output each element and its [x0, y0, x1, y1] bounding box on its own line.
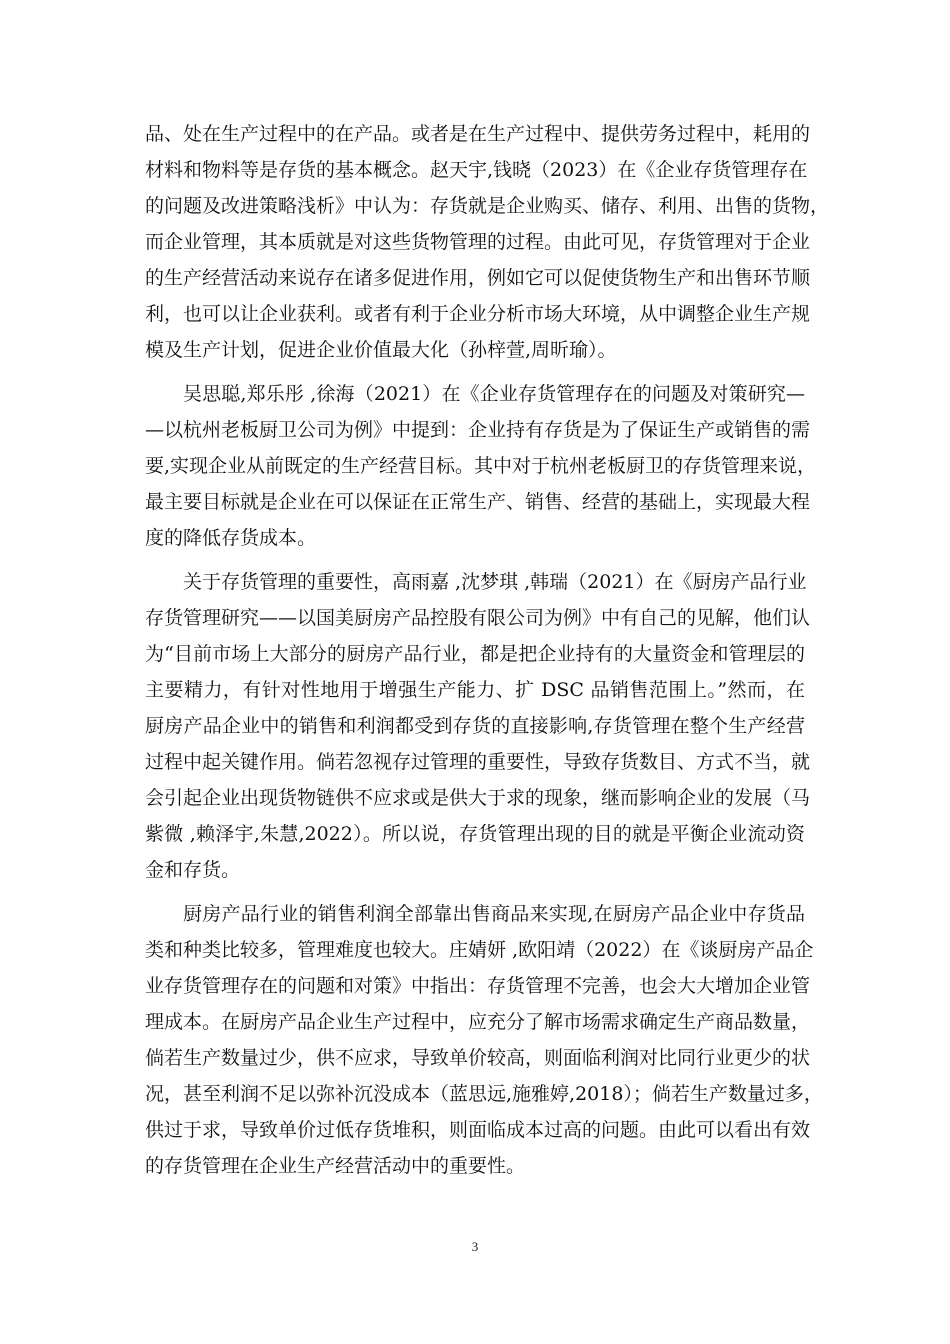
- text-line-content: 材料和物料等是存货的基本概念。赵天宇,钱晓（2023）在《企业存货管理存在: [145, 159, 808, 181]
- text-line: [0, 448, 950, 484]
- text-line: [0, 636, 950, 672]
- text-line: [0, 376, 950, 412]
- text-line: [0, 296, 950, 332]
- text-line-content: 过程中起关键作用。倘若忽视存过管理的重要性，导致存货数目、方式不当，就: [145, 751, 811, 773]
- text-line: [0, 1148, 950, 1184]
- text-line-content: 为“目前市场上大部分的厨房产品行业，都是把企业持有的大量资金和管理层的: [145, 643, 805, 665]
- text-line: [0, 1004, 950, 1040]
- text-line-content: 紫微 ,赖泽宇,朱慧,2022）。所以说，存货管理出现的目的就是平衡企业流动资: [145, 823, 805, 845]
- text-line-content: 要,实现企业从前既定的生产经营目标。其中对于杭州老板厨卫的存货管理来说，: [145, 455, 817, 477]
- text-line-content: 度的降低存货成本。: [145, 527, 317, 549]
- text-line-content: 模及生产计划，促进企业价值最大化（孙梓萱,周昕瑜）。: [145, 339, 617, 361]
- text-line: [0, 1112, 950, 1148]
- text-line-content: 的存货管理在企业生产经营活动中的重要性。: [145, 1155, 526, 1177]
- text-line: [0, 152, 950, 188]
- text-line-content: 金和存货。: [145, 859, 241, 881]
- text-line-content: 供过于求，导致单价过低存货堆积，则面临成本过高的问题。由此可以看出有效: [145, 1119, 811, 1141]
- text-line-content: 吴思聪,郑乐彤 ,徐海（2021）在《企业存货管理存在的问题及对策研究—: [183, 383, 805, 405]
- text-line: [0, 188, 950, 224]
- text-line-content: 而企业管理，其本质就是对这些货物管理的过程。由此可见，存货管理对于企业: [145, 231, 811, 253]
- text-line-content: 理成本。在厨房产品企业生产过程中，应充分了解市场需求确定生产商品数量，: [145, 1011, 811, 1033]
- text-line-content: 厨房产品企业中的销售和利润都受到存货的直接影响,存货管理在整个生产经营: [145, 715, 805, 737]
- text-line: [0, 968, 950, 1004]
- page-number: 3: [471, 1239, 479, 1254]
- text-line-content: 主要精力，有针对性地用于增强生产能力、扩 DSC 品销售范围上。”然而，在: [145, 679, 805, 701]
- text-line-content: 品、处在生产过程中的在产品。或者是在生产过程中、提供劳务过程中，耗用的: [145, 123, 811, 145]
- text-line: [0, 896, 950, 932]
- text-line-content: 厨房产品行业的销售利润全部靠出售商品来实现,在厨房产品企业中存货品: [183, 903, 805, 925]
- text-line-content: —以杭州老板厨卫公司为例》中提到：企业持有存货是为了保证生产或销售的需: [145, 419, 811, 441]
- text-line: [0, 600, 950, 636]
- text-line: [0, 224, 950, 260]
- text-line: [0, 932, 950, 968]
- text-line-content: 类和种类比较多，管理难度也较大。庄婧妍 ,欧阳靖（2022）在《谈厨房产品企: [145, 939, 814, 961]
- text-line: [0, 708, 950, 744]
- text-line: [0, 260, 950, 296]
- text-line-content: 业存货管理存在的问题和对策》中指出：存货管理不完善，也会大大增加企业管: [145, 975, 811, 997]
- text-line-content: 存货管理研究——以国美厨房产品控股有限公司为例》中有自己的见解，他们认: [145, 607, 811, 629]
- text-line: [0, 1076, 950, 1112]
- text-line: [0, 780, 950, 816]
- text-line-content: 最主要目标就是企业在可以保证在正常生产、销售、经营的基础上，实现最大程: [145, 491, 811, 513]
- text-line: [0, 852, 950, 888]
- text-line-content: 况，甚至利润不足以弥补沉没成本（蓝思远,施雅婷,2018）；倘若生产数量过多，: [145, 1083, 823, 1105]
- text-line-content: 利，也可以让企业获利。或者有利于企业分析市场大环境，从中调整企业生产规: [145, 303, 811, 325]
- text-line-content: 倘若生产数量过少，供不应求，导致单价较高，则面临利润对比同行业更少的状: [145, 1047, 811, 1069]
- text-line: [0, 816, 950, 852]
- text-line: [0, 1040, 950, 1076]
- text-line: [0, 520, 950, 556]
- text-line: [0, 564, 950, 600]
- text-line-content: 会引起企业出现货物链供不应求或是供大于求的现象，继而影响企业的发展（马: [145, 787, 811, 809]
- text-line: [0, 484, 950, 520]
- text-line: [0, 744, 950, 780]
- text-line-content: 的生产经营活动来说存在诸多促进作用，例如它可以促使货物生产和出售环节顺: [145, 267, 811, 289]
- text-line: [0, 672, 950, 708]
- text-line: [0, 116, 950, 152]
- text-line-content: 关于存货管理的重要性，高雨嘉 ,沈梦琪 ,韩瑞（2021）在《厨房产品行业: [183, 571, 807, 593]
- text-line: [0, 332, 950, 368]
- text-line-content: 的问题及改进策略浅析》中认为：存货就是企业购买、储存、利用、出售的货物，: [145, 195, 830, 217]
- text-line: [0, 412, 950, 448]
